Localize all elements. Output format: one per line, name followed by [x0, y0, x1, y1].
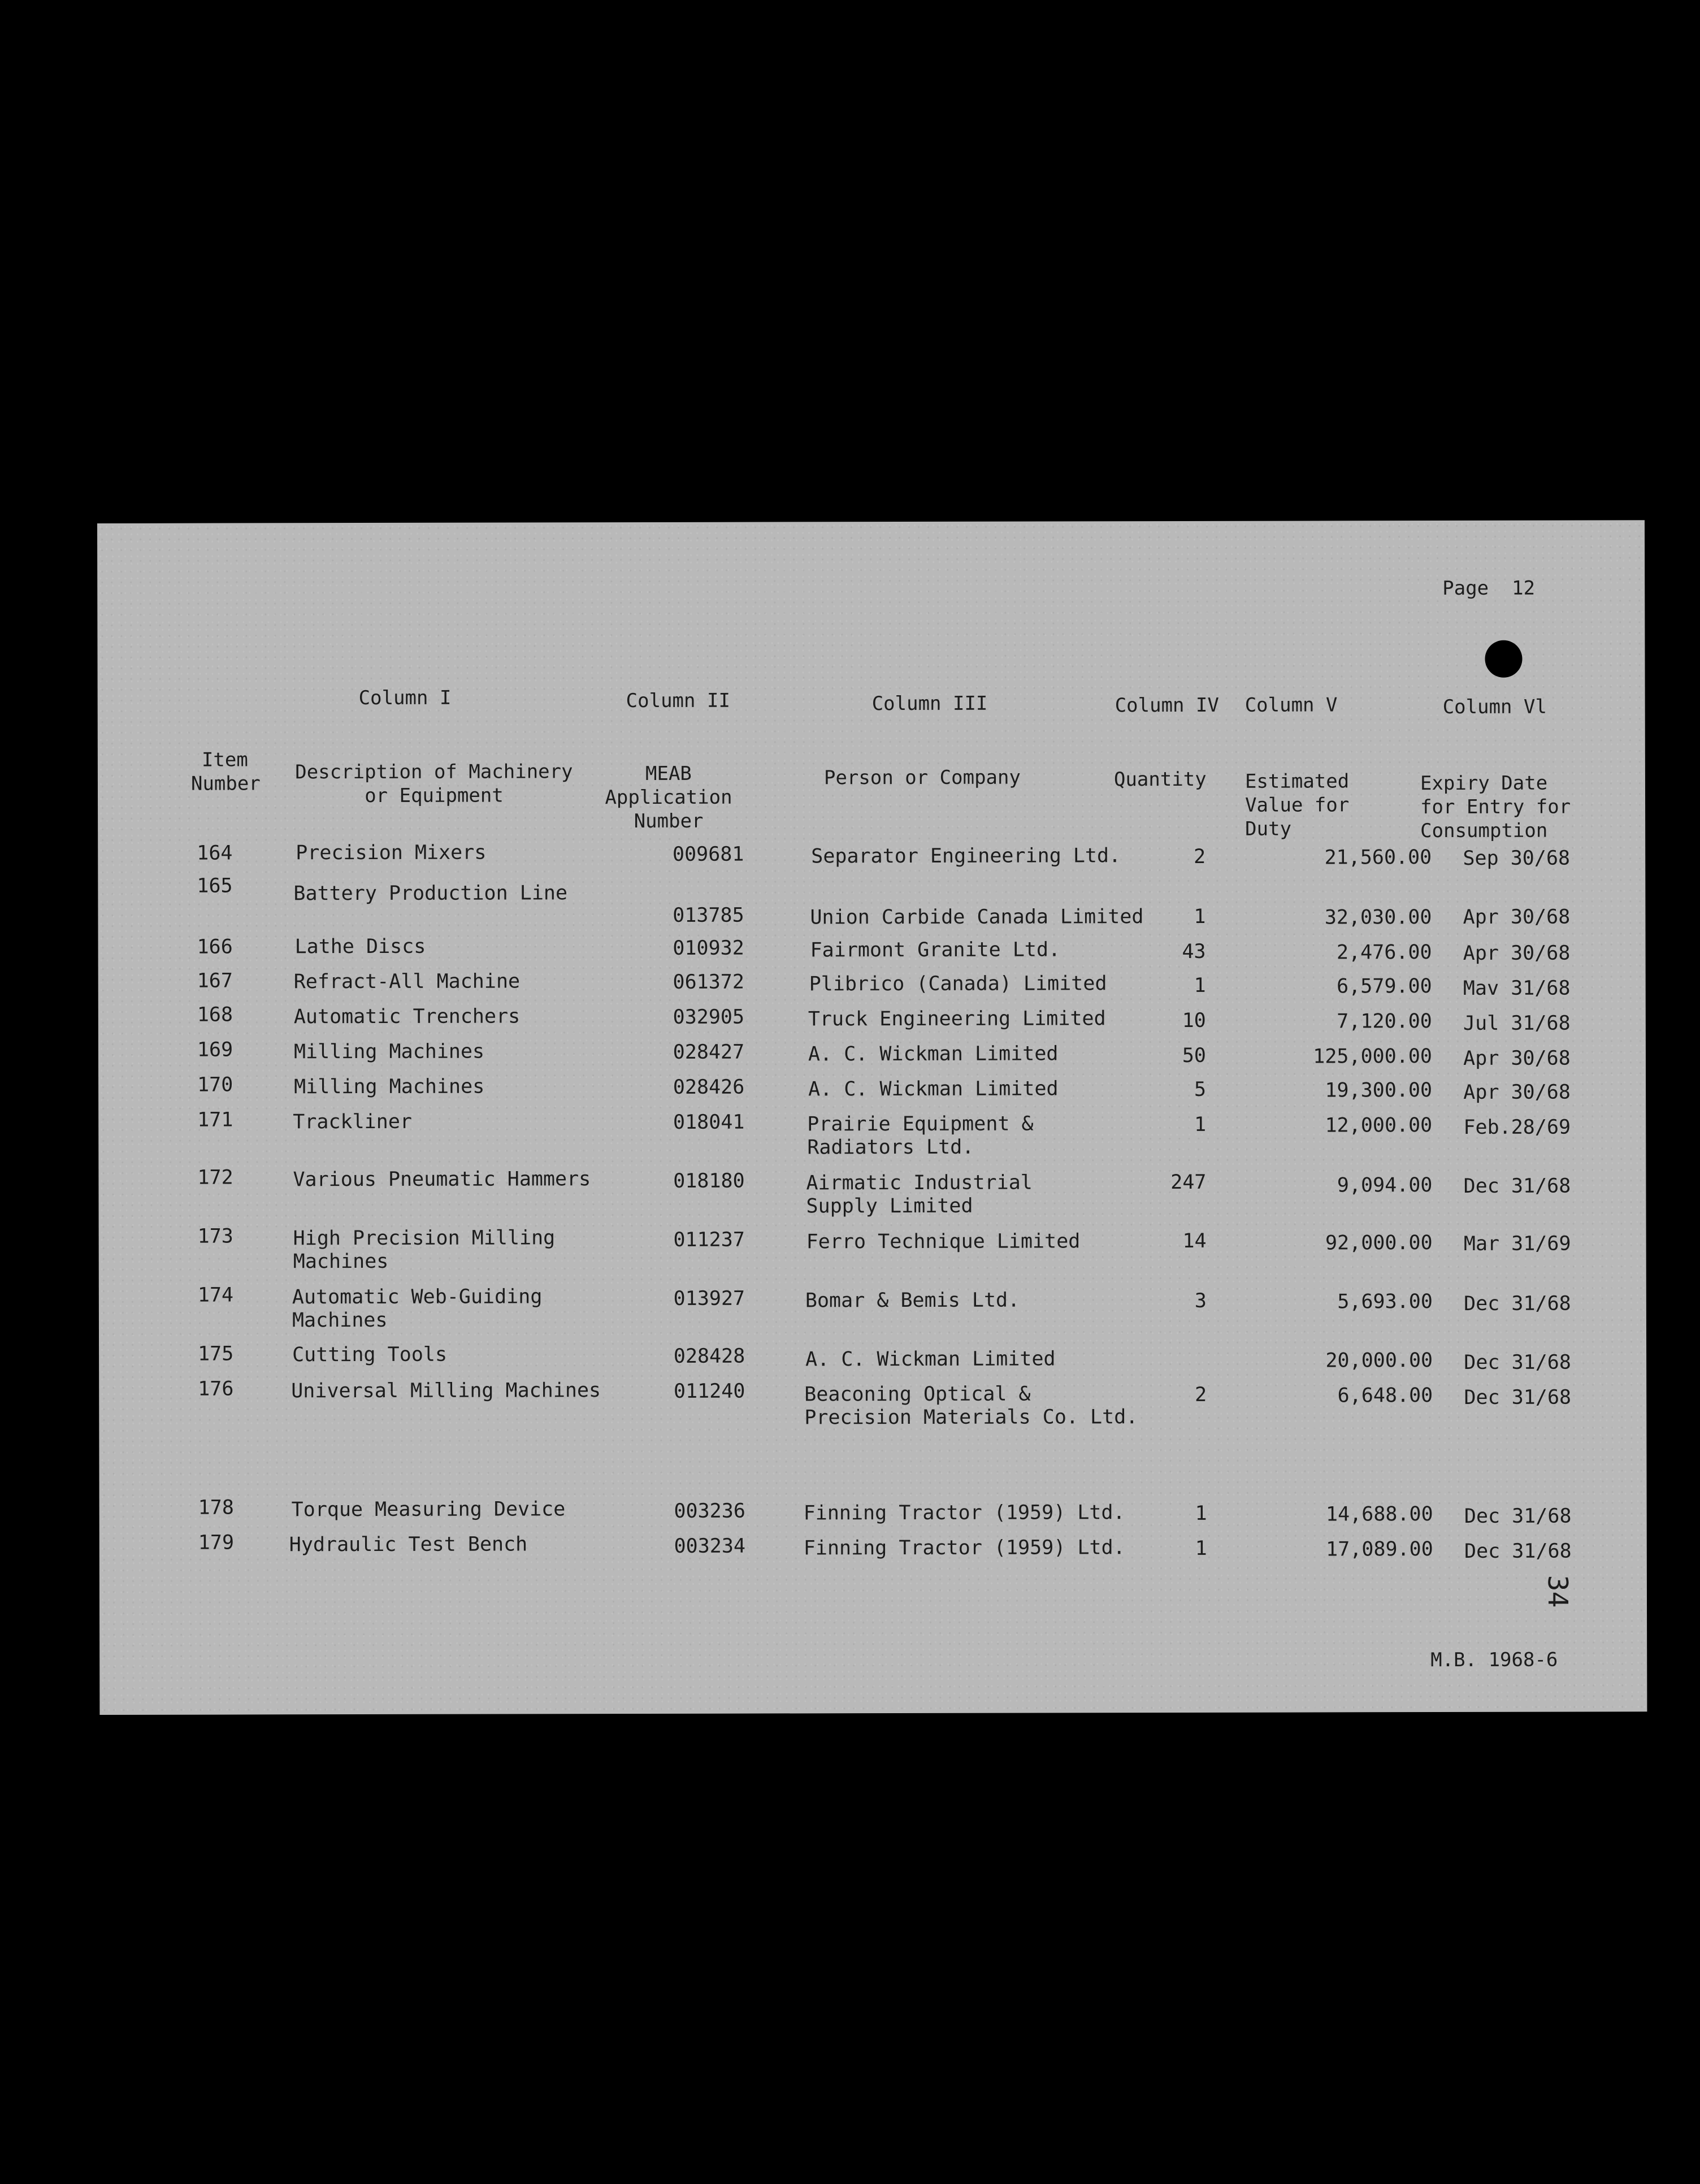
meab-number: 032905 [673, 1006, 745, 1029]
document-page [97, 520, 1647, 1715]
meab-number: 061372 [673, 970, 744, 994]
company-name: A. C. Wickman Limited [805, 1347, 1056, 1371]
company-name: Finning Tractor (1959) Ltd. [803, 1536, 1125, 1560]
column-title-6: Column Vl [1442, 695, 1547, 719]
machinery-description: Precision Mixers [296, 841, 487, 865]
machinery-description: High Precision Milling Machines [293, 1227, 556, 1273]
quantity: 3 [1194, 1289, 1207, 1312]
company-name: Separator Engineering Ltd. [811, 844, 1121, 868]
estimated-value: 19,300.00 [1325, 1079, 1433, 1102]
estimated-value: 9,094.00 [1337, 1174, 1433, 1197]
machinery-description: Lathe Discs [294, 935, 426, 959]
company-name: Truck Engineering Limited [808, 1007, 1106, 1031]
company-name: Prairie Equipment & Radiators Ltd. [807, 1112, 1034, 1159]
machinery-description: Refract-All Machine [293, 970, 521, 994]
quantity: 5 [1194, 1078, 1207, 1101]
estimated-value: 21,560.00 [1324, 846, 1432, 869]
machinery-description: Milling Machines [294, 1075, 485, 1099]
meab-number: 028428 [673, 1345, 745, 1368]
header-expiry-date: Expiry Date for Entry for Consumption [1420, 772, 1571, 843]
item-number: 164 [197, 842, 233, 865]
company-name: Plibrico (Canada) Limited [809, 972, 1107, 996]
machinery-description: Milling Machines [293, 1040, 485, 1064]
header-estimated-value: Estimated Value for Duty [1244, 770, 1350, 840]
expiry-date: Dec 31/68 [1463, 1175, 1571, 1198]
quantity: 247 [1170, 1171, 1207, 1194]
column-title-3: Column III [871, 692, 988, 716]
estimated-value: 5,693.00 [1337, 1290, 1433, 1314]
header-meab: MEAB Application Number [605, 762, 732, 833]
estimated-value: 32,030.00 [1324, 906, 1432, 929]
expiry-date: Dec 31/68 [1464, 1292, 1571, 1315]
expiry-date: Dec 31/68 [1464, 1386, 1572, 1409]
estimated-value: 2,476.00 [1336, 941, 1432, 964]
meab-number: 009681 [672, 843, 744, 866]
estimated-value: 14,688.00 [1325, 1503, 1433, 1526]
quantity: 2 [1194, 845, 1206, 868]
quantity: 14 [1182, 1229, 1207, 1253]
page-label-text: Page [1442, 577, 1489, 600]
item-number: 176 [198, 1377, 234, 1401]
estimated-value: 12,000.00 [1325, 1114, 1433, 1137]
punch-hole [1485, 640, 1522, 678]
quantity: 10 [1182, 1009, 1206, 1032]
meab-number: 028427 [673, 1041, 745, 1064]
meab-number: 028426 [673, 1076, 745, 1099]
expiry-date: Sep 30/68 [1463, 847, 1571, 870]
estimated-value: 7,120.00 [1337, 1010, 1432, 1033]
item-number: 169 [197, 1038, 233, 1061]
expiry-date: Feb.28/69 [1463, 1116, 1571, 1139]
company-name: Finning Tractor (1959) Ltd. [803, 1501, 1125, 1525]
machinery-description: Battery Production Line [293, 882, 568, 905]
estimated-value: 6,648.00 [1337, 1384, 1433, 1407]
column-title-5: Column V [1244, 694, 1338, 717]
company-name: A. C. Wickman Limited [808, 1077, 1059, 1101]
meab-number: 003236 [674, 1500, 745, 1523]
expiry-date: Apr 30/68 [1463, 1047, 1571, 1070]
item-number: 166 [197, 935, 233, 959]
meab-number: 018041 [673, 1111, 745, 1134]
item-number: 168 [197, 1003, 233, 1026]
quantity: 1 [1194, 1113, 1207, 1136]
company-name: Ferro Technique Limited [806, 1230, 1081, 1254]
expiry-date: Dec 31/68 [1464, 1351, 1571, 1374]
meab-number: 013785 [673, 904, 744, 927]
header-company: Person or Company [823, 766, 1021, 790]
machinery-description: Various Pneumatic Hammers [293, 1168, 591, 1191]
header-description: Description of Machinery or Equipment [295, 760, 573, 808]
side-page-number: 34 [1541, 1575, 1574, 1608]
estimated-value: 125,000.00 [1313, 1045, 1433, 1068]
meab-number: 010932 [673, 937, 744, 960]
quantity: 1 [1195, 1537, 1207, 1560]
item-number: 178 [198, 1496, 234, 1519]
item-number: 174 [197, 1284, 234, 1307]
quantity: 2 [1195, 1383, 1207, 1406]
column-title-1: Column I [358, 686, 452, 710]
company-name: Union Carbide Canada Limited [810, 905, 1144, 929]
quantity: 1 [1195, 1502, 1207, 1525]
quantity: 1 [1194, 974, 1206, 997]
estimated-value: 6,579.00 [1337, 975, 1432, 998]
quantity: 50 [1182, 1044, 1207, 1067]
item-number: 171 [197, 1108, 233, 1132]
company-name: Beaconing Optical & Precision Materials Co. Ltd. [804, 1383, 1138, 1429]
item-number: 179 [198, 1531, 235, 1554]
column-title-2: Column II [626, 689, 730, 713]
machinery-description: Automatic Web-Guiding Machines [292, 1285, 543, 1332]
document-reference: M.B. 1968-6 [1430, 1648, 1558, 1672]
page-number [1442, 577, 1535, 600]
page-number-value: 12 [1512, 577, 1536, 600]
company-name: Airmatic Industrial Supply Limited [806, 1171, 1033, 1218]
meab-number: 003234 [674, 1535, 746, 1558]
estimated-value: 20,000.00 [1325, 1349, 1433, 1372]
machinery-description: Universal Milling Machines [291, 1379, 601, 1403]
machinery-description: Torque Measuring Device [291, 1498, 566, 1522]
item-number: 173 [197, 1225, 233, 1248]
item-number: 170 [197, 1073, 233, 1097]
machinery-description: Automatic Trenchers [293, 1005, 521, 1029]
quantity: 1 [1194, 905, 1206, 928]
company-name: Fairmont Granite Ltd. [810, 938, 1061, 962]
item-number: 165 [197, 874, 233, 898]
expiry-date: Jul 31/68 [1463, 1012, 1571, 1035]
quantity: 43 [1182, 940, 1206, 963]
column-title-4: Column IV [1114, 694, 1219, 717]
machinery-description: Trackliner [293, 1110, 412, 1134]
expiry-date: Dec 31/68 [1464, 1505, 1572, 1528]
expiry-date: Mar 31/69 [1463, 1232, 1571, 1255]
estimated-value: 17,089.00 [1326, 1538, 1433, 1561]
item-number: 175 [198, 1342, 234, 1366]
meab-number: 018180 [673, 1169, 745, 1193]
machinery-description: Hydraulic Test Bench [289, 1533, 528, 1557]
meab-number: 011237 [673, 1228, 745, 1251]
expiry-date: Apr 30/68 [1463, 942, 1571, 965]
expiry-date: Dec 31/68 [1464, 1540, 1572, 1563]
expiry-date: Mav 31/68 [1463, 977, 1571, 1000]
meab-number: 011240 [673, 1380, 745, 1403]
header-item-number: Item Number [190, 748, 261, 795]
item-number: 167 [197, 969, 233, 993]
company-name: Bomar & Bemis Ltd. [805, 1289, 1020, 1312]
header-quantity: Quantity [1113, 768, 1207, 791]
expiry-date: Apr 30/68 [1463, 905, 1571, 929]
expiry-date: Apr 30/68 [1463, 1081, 1571, 1104]
estimated-value: 92,000.00 [1325, 1232, 1433, 1255]
meab-number: 013927 [673, 1287, 745, 1310]
item-number: 172 [197, 1166, 233, 1189]
machinery-description: Cutting Tools [292, 1343, 448, 1367]
company-name: A. C. Wickman Limited [808, 1042, 1059, 1066]
